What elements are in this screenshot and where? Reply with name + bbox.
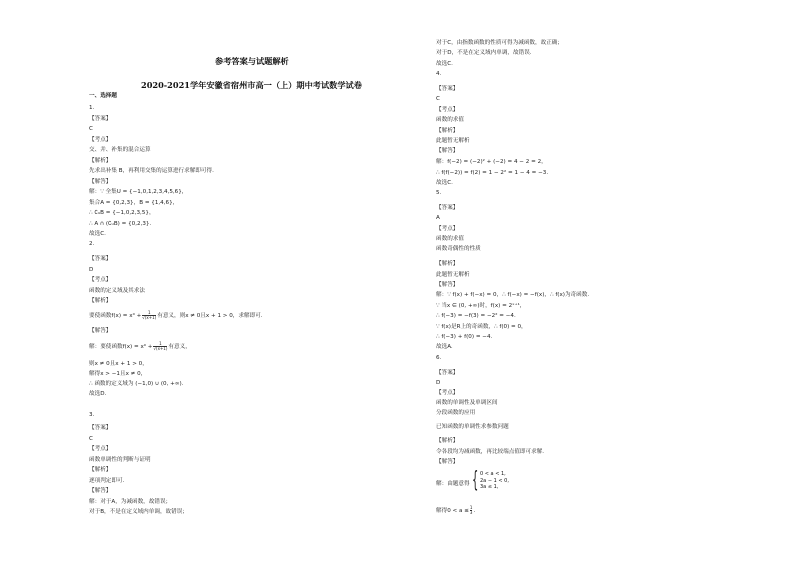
q6-answer: D <box>436 380 441 386</box>
q2-solution-line: 解得x > −1且x ≠ 0， <box>89 371 147 377</box>
q3-answer: C <box>89 436 93 442</box>
q2-point-label: 【考点】 <box>89 277 112 283</box>
q3-solution-line: 故选C. <box>436 61 453 67</box>
q6-point: 分段函数的应用 <box>436 410 476 416</box>
q3-solution-line: 对于C，由指数函数的性质可得为减函数，故正确； <box>436 40 563 46</box>
q3-solution-line: 对于D，不是在定义域内单调，故错误. <box>436 50 532 56</box>
q3-answer-label: 【答案】 <box>89 425 112 431</box>
q5-answer: A <box>436 215 440 221</box>
q1-answer: C <box>89 126 93 132</box>
q5-analysis: 此题暂无解析 <box>436 272 470 278</box>
q2-analysis-pre: 要使函数f(x) = x⁰ + <box>89 313 142 320</box>
inequality-system <box>480 471 509 491</box>
q6-system-block <box>436 470 556 496</box>
q5-number: 5. <box>436 190 442 196</box>
q4-solution-line: 故选C. <box>436 180 453 186</box>
fraction-denominator: √(x+1) <box>153 346 168 352</box>
q2-solution-fraction <box>153 342 167 351</box>
section-heading: 一、选择题 <box>89 93 117 99</box>
q5-solution-label: 【解答】 <box>436 282 459 288</box>
q6-answer-label: 【答案】 <box>436 370 459 376</box>
fraction-denominator: √(x+1) <box>142 315 157 321</box>
left-brace-icon: { <box>472 468 479 493</box>
q5-solution-line: ∴ f(−3) + f(0) = −4. <box>436 334 493 340</box>
q1-solution-label: 【解答】 <box>89 179 112 185</box>
q2-solution-label: 【解答】 <box>89 328 112 334</box>
q5-solution-line: 故选A. <box>436 344 453 350</box>
q3-solution-line: 对于B，不是在定义域内单调，故错误； <box>89 509 188 515</box>
q5-solution-line: ∵ f(x)是R上的奇函数，∴ f(0) = 0， <box>436 324 527 330</box>
q1-solution-line: 解：∵ 全集U = {−1,0,1,2,3,4,5,6}， <box>89 189 188 195</box>
fraction-denominator: 3 <box>469 510 473 516</box>
q5-point-label: 【考点】 <box>436 226 459 232</box>
q2-solution-post: 有意义， <box>168 344 191 351</box>
q3-point: 函数单调性的判断与证明 <box>89 457 151 463</box>
q5-point: 函数的求值 <box>436 236 464 242</box>
inequality-line: 3a ≤ 1, <box>480 484 499 490</box>
exam-title: 2020-2021学年安徽省宿州市高一（上）期中考试数学试卷 <box>141 80 362 90</box>
q5-solution-line: ∵ 当x ∈ (0, +∞)时，f(x) = 2ˣ⁺¹， <box>436 303 526 309</box>
q4-solution-line: ∴ f(f(−2)) = f(2) = 1 − 2² = 1 − 4 = −3. <box>436 170 549 176</box>
q1-solution-line: ∴ ∁ᵤB = {−1,0,2,3,5}， <box>89 210 155 216</box>
q2-solution-line: ∴ 函数的定义域为 (−1,0) ∪ (0, +∞). <box>89 381 184 387</box>
q4-answer: C <box>436 96 440 102</box>
q2-solution-line: 故选D. <box>89 391 107 397</box>
q3-solution-line: 解：对于A，为减函数，故错误； <box>89 499 172 505</box>
q2-solution-pre: 解：要使函数f(x) = x⁰ + <box>89 344 153 351</box>
doc-title: 参考答案与试题解析 <box>215 56 289 66</box>
q1-analysis-label: 【解析】 <box>89 158 112 164</box>
q3-analysis: 逐项判定即可. <box>89 478 125 484</box>
q3-analysis-label: 【解析】 <box>89 467 112 473</box>
q2-answer-label: 【答案】 <box>89 256 112 262</box>
q6-point: 已知函数的单调性求参数问题 <box>436 424 509 430</box>
q4-answer-label: 【答案】 <box>436 86 459 92</box>
q2-solution-line: 则x ≠ 0且x + 1 > 0， <box>89 361 148 367</box>
q6-result-pre: 解得0 < a ≤ <box>436 508 469 515</box>
q2-analysis-post: 有意义，则x ≠ 0且x + 1 > 0，求解即可. <box>157 313 263 320</box>
q1-analysis: 先求出补集 B，再利用交集的运算进行求解即可得. <box>89 168 214 174</box>
q3-point-label: 【考点】 <box>89 446 112 452</box>
q2-analysis-fraction <box>142 311 156 320</box>
q6-solution-intro: 解：由题意得 <box>436 481 470 487</box>
q6-analysis: 令各段均为减函数，再比较端点值即可求解. <box>436 449 545 455</box>
q6-point: 函数的单调性及单调区间 <box>436 400 498 406</box>
q6-analysis-label: 【解析】 <box>436 438 459 444</box>
q1-number: 1. <box>89 105 95 111</box>
q5-analysis-label: 【解析】 <box>436 261 459 267</box>
q2-number: 2. <box>89 241 95 247</box>
q4-analysis: 此题暂无解析 <box>436 138 470 144</box>
q4-solution-label: 【解答】 <box>436 148 459 154</box>
q5-solution-line: 解：∵ f(x) + f(−x) = 0，∴ f(−x) = −f(x)，∴ f(x)为奇函数. <box>436 292 590 298</box>
q2-solution-line <box>89 342 191 351</box>
q3-number: 3. <box>89 412 95 418</box>
inequality-line: 2a − 1 < 0, <box>480 477 509 484</box>
q6-solution-label: 【解答】 <box>436 459 459 465</box>
q2-analysis-label: 【解析】 <box>89 298 112 304</box>
q1-point-label: 【考点】 <box>89 137 112 143</box>
q1-solution-line: 集合A = {0,2,3}，B = {1,4,6}， <box>89 200 179 206</box>
q5-point: 函数奇偶性的性质 <box>436 246 481 252</box>
fraction-numerator: 1 <box>153 342 167 347</box>
q2-point: 函数的定义域及其求法 <box>89 288 145 294</box>
fraction-numerator: 1 <box>142 311 156 316</box>
q4-number: 4. <box>436 71 442 77</box>
q4-solution-line: 解：f(−2) = (−2)² + (−2) = 4 − 2 = 2， <box>436 159 547 165</box>
q1-answer-label: 【答案】 <box>89 116 112 122</box>
q4-analysis-label: 【解析】 <box>436 128 459 134</box>
q3-solution-label: 【解答】 <box>89 488 112 494</box>
q5-solution-line: ∴ f(−3) = −f(3) = −2² = −4. <box>436 313 516 319</box>
q1-solution-line: ∴ A ∩ (∁ᵤB) = {0,2,3}. <box>89 221 152 227</box>
inequality-line: 0 < a < 1, <box>480 471 506 477</box>
q2-analysis <box>89 311 263 320</box>
q2-answer: D <box>89 267 94 273</box>
fraction-numerator: 1 <box>469 505 473 510</box>
q6-point-label: 【考点】 <box>436 390 459 396</box>
q4-point: 函数的求值 <box>436 117 464 123</box>
q6-number: 6. <box>436 355 442 361</box>
q1-solution-line: 故选C. <box>89 231 106 237</box>
q5-answer-label: 【答案】 <box>436 205 459 211</box>
q1-point: 交、并、补集的混合运算 <box>89 147 151 153</box>
q6-result-line <box>436 506 475 515</box>
q6-result-post: . <box>473 508 476 515</box>
q4-point-label: 【考点】 <box>436 107 459 113</box>
